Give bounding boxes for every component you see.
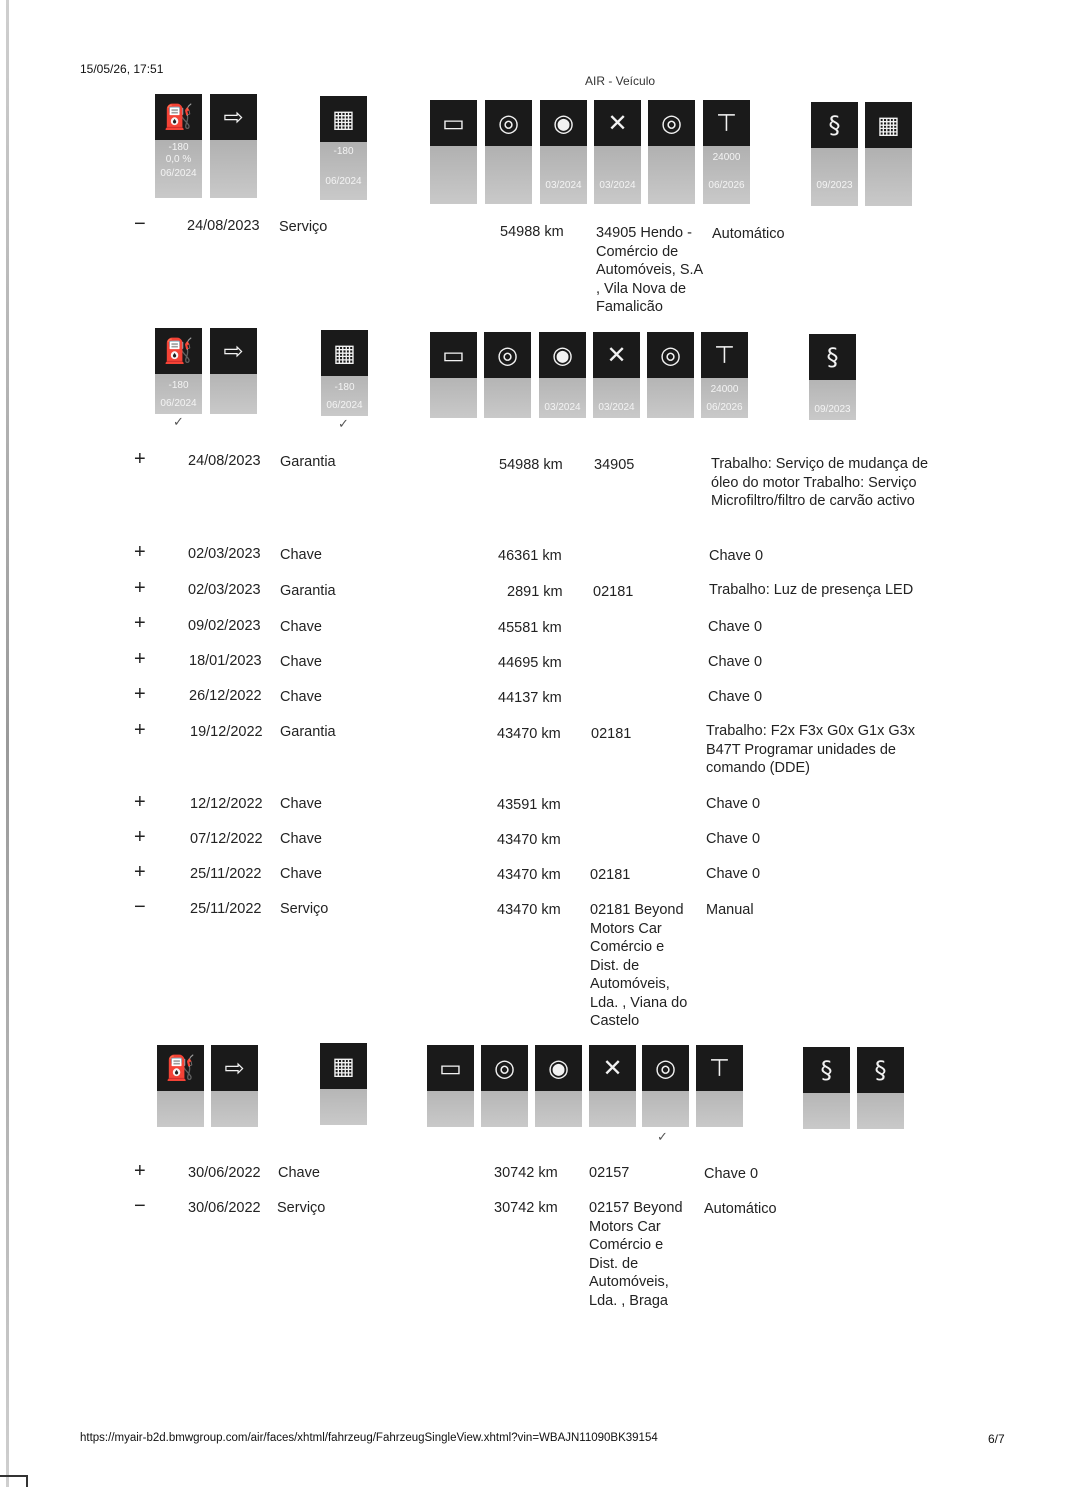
micro-filter-date: 06/2024	[325, 176, 362, 187]
toggle-sign[interactable]: +	[134, 577, 146, 599]
entry-dealer: 02181 Beyond Motors Car Comércio e Dist. de Automóveis, Lda. , Viana do Castelo	[590, 902, 688, 1029]
brake-fluid-tile	[535, 1045, 582, 1127]
legal-inspection-tile	[811, 102, 858, 206]
entry-description: Manual	[706, 902, 754, 918]
battery-tile	[430, 100, 477, 204]
legal-inspection-date: 09/2023	[816, 180, 853, 191]
entry-description: Chave 0	[706, 831, 761, 847]
toggle-sign[interactable]: +	[134, 791, 146, 813]
entry-date: 24/08/2023	[187, 218, 260, 234]
front-brake-icon: ◎	[485, 100, 532, 146]
legal-inspection-icon: §	[857, 1047, 904, 1093]
entry-dealer: 02181	[591, 726, 632, 742]
fuel-filter-tile	[210, 94, 257, 198]
rear-brake-icon: ◎	[642, 1045, 689, 1091]
entry-description: Trabalho: Luz de presença LED	[709, 582, 914, 598]
micro-filter-tile	[321, 330, 368, 416]
entry-description: Automático	[704, 1201, 777, 1217]
brake-fluid-tile	[539, 332, 586, 418]
entry-description: Trabalho: Serviço de mudança de óleo do motor Trabalho: Serviço Microfiltro/filtro de carvão activo	[711, 456, 929, 509]
entry-type: Chave	[278, 1165, 320, 1181]
service-tools-tile	[594, 100, 641, 204]
oil-can-icon: ⛽	[157, 1045, 204, 1091]
check-mark: ✓	[338, 416, 349, 431]
oil-can-icon: ⛽	[155, 328, 202, 374]
micro-filter-value: -180	[334, 382, 355, 393]
entry-km: 43470 km	[497, 902, 561, 918]
entry-dealer: 02181	[590, 867, 631, 883]
toggle-sign[interactable]: −	[134, 1195, 146, 1217]
service-tools-icon: ✕	[594, 100, 641, 146]
entry-km: 45581 km	[498, 620, 562, 636]
brake-fluid-icon: ◉	[539, 332, 586, 378]
toggle-sign[interactable]: +	[134, 719, 146, 741]
check-mark: ✓	[657, 1129, 668, 1144]
oil-tile	[155, 328, 202, 414]
legal-inspection-tile	[857, 1047, 904, 1129]
entry-date: 09/02/2023	[188, 618, 261, 634]
service-tools-tile	[593, 332, 640, 418]
toggle-sign[interactable]: +	[134, 826, 146, 848]
scan-edge	[6, 0, 9, 1487]
entry-dealer: 02157 Beyond Motors Car Comércio e Dist. de Automóveis, Lda. , Braga	[589, 1200, 683, 1309]
legal-inspection-tile	[809, 334, 856, 420]
entry-type: Garantia	[280, 724, 336, 740]
micro-filter-tile	[320, 1043, 367, 1125]
fuel-filter-icon: ⇨	[210, 94, 257, 140]
entry-dealer: 02157	[589, 1165, 630, 1181]
brake-fluid-date: 03/2024	[545, 180, 582, 191]
battery-icon: ▭	[430, 100, 477, 146]
entry-km: 54988 km	[499, 457, 563, 473]
micro-filter-value: -180	[333, 146, 354, 157]
entry-type: Chave	[280, 619, 322, 635]
entry-description: Chave 0	[709, 548, 764, 564]
entry-type: Chave	[280, 866, 322, 882]
vehicle-check-icon: ⊤	[696, 1045, 743, 1091]
entry-km: 54988 km	[500, 224, 564, 240]
entry-description: Chave 0	[708, 619, 763, 635]
legal-inspection-icon: §	[809, 334, 856, 380]
entry-date: 24/08/2023	[188, 453, 261, 469]
entry-type: Chave	[280, 831, 322, 847]
entry-date: 12/12/2022	[190, 796, 263, 812]
battery-icon: ▭	[427, 1045, 474, 1091]
front-brake-tile	[481, 1045, 528, 1127]
entry-type: Chave	[280, 547, 322, 563]
front-brake-icon: ◎	[481, 1045, 528, 1091]
toggle-sign[interactable]: +	[134, 1160, 146, 1182]
micro-filter-icon: ▦	[320, 1043, 367, 1089]
oil-can-icon: ⛽	[155, 94, 202, 140]
entry-km: 30742 km	[494, 1200, 558, 1216]
entry-km: 30742 km	[494, 1165, 558, 1181]
entry-description: Chave 0	[706, 796, 761, 812]
vehicle-check-icon: ⊤	[703, 100, 750, 146]
service-tools-icon: ✕	[593, 332, 640, 378]
brake-fluid-date: 03/2024	[544, 402, 581, 413]
battery-icon: ▦	[865, 102, 912, 148]
entry-dealer: 02181	[593, 584, 634, 600]
fuel-filter-icon: ⇨	[211, 1045, 258, 1091]
print-datetime: 15/05/26, 17:51	[80, 62, 164, 76]
vehicle-check-date: 06/2026	[706, 402, 743, 413]
entry-type: Garantia	[280, 454, 336, 470]
entry-date: 19/12/2022	[190, 724, 263, 740]
entry-type: Chave	[280, 689, 322, 705]
vehicle-check-icon: ⊤	[701, 332, 748, 378]
rear-brake-icon: ◎	[648, 100, 695, 146]
brake-fluid-tile	[540, 100, 587, 204]
toggle-sign[interactable]: −	[134, 213, 146, 235]
battery-tile	[427, 1045, 474, 1127]
entry-description: Trabalho: F2x F3x G0x G1x G3x B47T Programar unidades de comando (DDE)	[706, 723, 915, 776]
entry-description: Chave 0	[708, 689, 763, 705]
brake-fluid-icon: ◉	[540, 100, 587, 146]
toggle-sign[interactable]: +	[134, 448, 146, 470]
entry-date: 30/06/2022	[188, 1165, 261, 1181]
entry-km: 44137 km	[498, 690, 562, 706]
emission-check-tile	[803, 1047, 850, 1129]
entry-dealer: 34905	[594, 457, 635, 473]
entry-description: Chave 0	[704, 1166, 759, 1182]
vehicle-check-tile	[703, 100, 750, 204]
toggle-sign[interactable]: +	[134, 861, 146, 883]
service-tools-date: 03/2024	[599, 180, 636, 191]
rear-brake-tile	[648, 100, 695, 204]
brake-fluid-icon: ◉	[535, 1045, 582, 1091]
front-brake-icon: ◎	[484, 332, 531, 378]
entry-km: 44695 km	[498, 655, 562, 671]
oil-percent: 0,0 %	[165, 154, 192, 165]
rear-brake-tile	[642, 1045, 689, 1127]
micro-filter-icon: ▦	[320, 96, 367, 142]
entry-date: 30/06/2022	[188, 1200, 261, 1216]
micro-filter-date: 06/2024	[326, 400, 363, 411]
entry-description: Chave 0	[706, 866, 761, 882]
entry-km: 43470 km	[497, 867, 561, 883]
emission-check-icon: §	[803, 1047, 850, 1093]
entry-type: Garantia	[280, 583, 336, 599]
fuel-filter-tile	[211, 1045, 258, 1127]
vehicle-check-km: 24000	[710, 384, 739, 395]
entry-description: Automático	[712, 226, 785, 242]
page-title: AIR - Veículo	[585, 74, 656, 88]
battery-tile	[430, 332, 477, 418]
rear-brake-tile	[647, 332, 694, 418]
oil-value: -180	[168, 380, 189, 391]
front-brake-tile	[485, 100, 532, 204]
oil-value: -180	[168, 142, 189, 153]
battery-tile-2	[865, 102, 912, 206]
micro-filter-icon: ▦	[321, 330, 368, 376]
entry-km: 43470 km	[497, 726, 561, 742]
fuel-filter-icon: ⇨	[210, 328, 257, 374]
service-tools-date: 03/2024	[598, 402, 635, 413]
service-tools-tile	[589, 1045, 636, 1127]
toggle-sign[interactable]: +	[134, 541, 146, 563]
entry-date: 18/01/2023	[189, 653, 262, 669]
entry-type: Serviço	[277, 1200, 326, 1216]
battery-icon: ▭	[430, 332, 477, 378]
entry-date: 07/12/2022	[190, 831, 263, 847]
entry-type: Serviço	[280, 901, 329, 917]
entry-km: 2891 km	[507, 584, 563, 600]
front-brake-tile	[484, 332, 531, 418]
entry-date: 02/03/2023	[188, 582, 261, 598]
micro-filter-tile	[320, 96, 367, 200]
vehicle-check-tile	[701, 332, 748, 418]
legal-inspection-date: 09/2023	[814, 404, 851, 415]
entry-dealer: 34905 Hendo - Comércio de Automóveis, S.A , Vila Nova de Famalicão	[596, 225, 703, 315]
toggle-sign[interactable]: +	[134, 683, 146, 705]
vehicle-check-date: 06/2026	[708, 180, 745, 191]
toggle-sign[interactable]: −	[134, 896, 146, 918]
entry-km: 46361 km	[498, 548, 562, 564]
vehicle-check-tile	[696, 1045, 743, 1127]
check-mark: ✓	[173, 414, 184, 429]
oil-date: 06/2024	[160, 398, 197, 409]
entry-date: 25/11/2022	[190, 901, 262, 917]
entry-date: 26/12/2022	[189, 688, 262, 704]
corner-mark	[0, 1475, 28, 1487]
entry-type: Chave	[280, 796, 322, 812]
fuel-filter-tile	[210, 328, 257, 414]
entry-km: 43591 km	[497, 797, 561, 813]
entry-type: Serviço	[279, 219, 328, 235]
toggle-sign[interactable]: +	[134, 612, 146, 634]
entry-km: 43470 km	[497, 832, 561, 848]
entry-date: 02/03/2023	[188, 546, 261, 562]
oil-date: 06/2024	[160, 168, 197, 179]
page-number: 6/7	[988, 1432, 1005, 1446]
toggle-sign[interactable]: +	[134, 648, 146, 670]
entry-date: 25/11/2022	[190, 866, 262, 882]
entry-type: Chave	[280, 654, 322, 670]
oil-tile	[157, 1045, 204, 1127]
entry-description: Chave 0	[708, 654, 763, 670]
oil-tile	[155, 94, 202, 198]
vehicle-check-km: 24000	[712, 152, 741, 163]
rear-brake-icon: ◎	[647, 332, 694, 378]
legal-inspection-icon: §	[811, 102, 858, 148]
service-tools-icon: ✕	[589, 1045, 636, 1091]
page-url: https://myair-b2d.bmwgroup.com/air/faces/xhtml/fahrzeug/FahrzeugSingleView.xhtml?vin=WBAJN11090BK39154	[80, 1432, 658, 1444]
